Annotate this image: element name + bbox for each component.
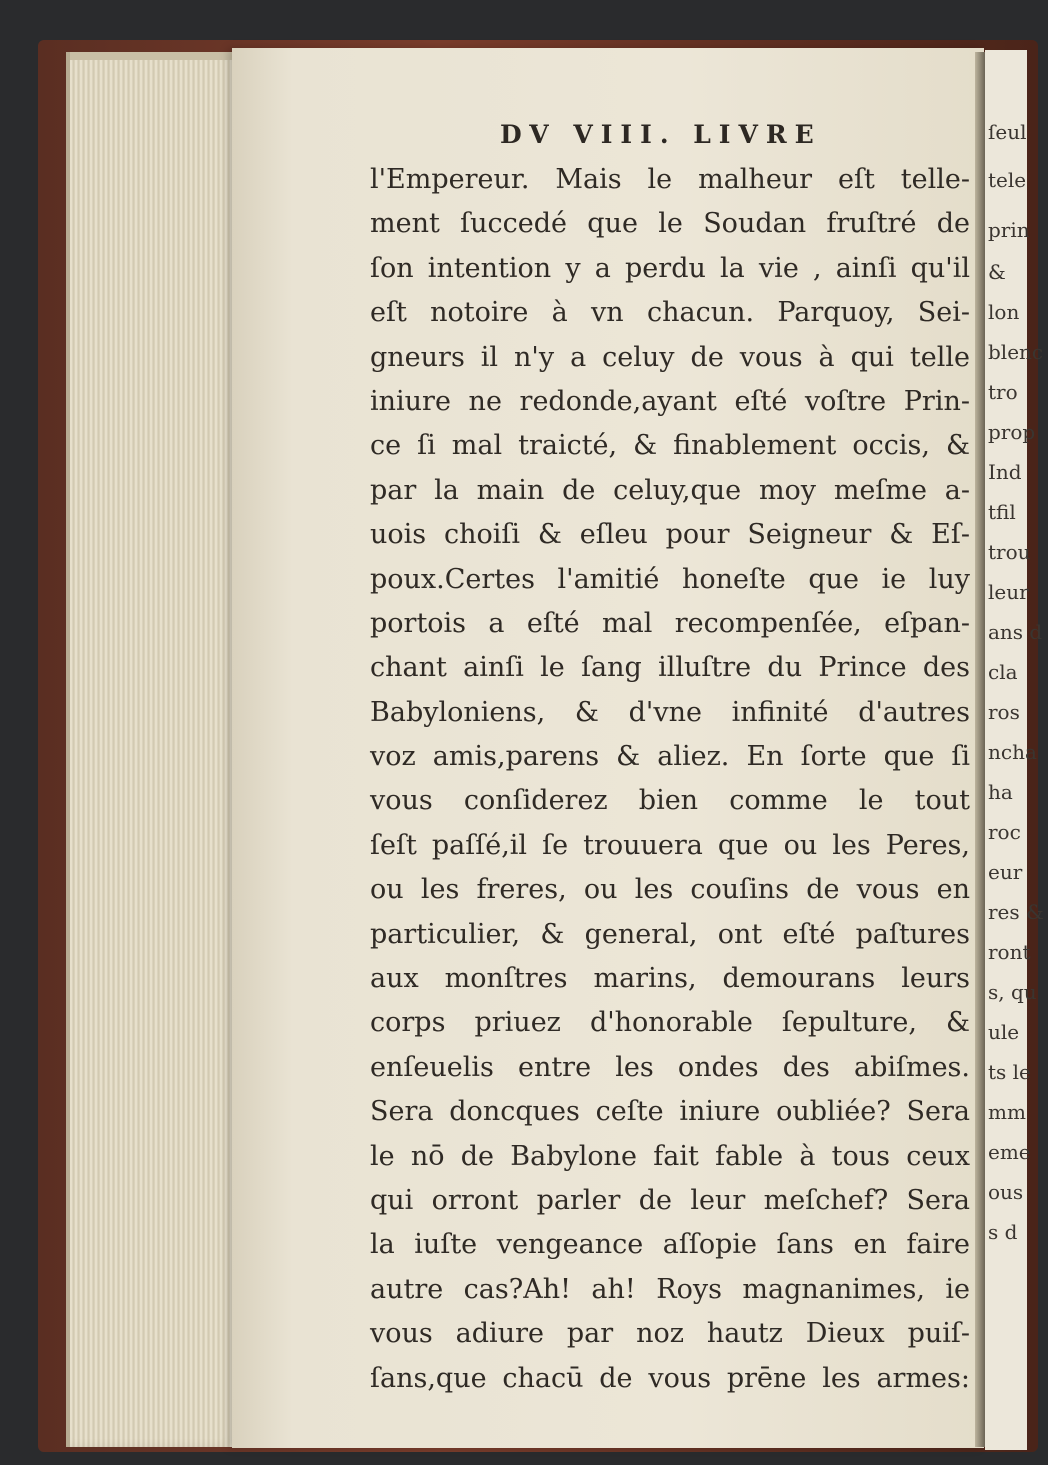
- facing-text-fragment: prop: [988, 420, 1036, 444]
- text-line: ou les freres, ou les couſins de vous en: [370, 874, 970, 906]
- facing-text-fragment: roc: [988, 820, 1021, 844]
- facing-text-fragment: tro: [988, 380, 1018, 404]
- text-line: la iuſte vengeance aſſopie ſans en faire: [370, 1229, 970, 1261]
- text-line: enſeuelis entre les ondes des abiſmes.: [370, 1051, 970, 1083]
- text-line: portois a eſté mal recompenſée, eſpan-: [370, 607, 970, 639]
- page-edge-top: [70, 52, 242, 60]
- text-line: particulier, & general, ont eſté paſtures: [370, 918, 970, 950]
- text-line: Babyloniens, & d'vne infinité d'autres: [370, 696, 970, 728]
- text-line: vous adiure par noz hautz Dieux puiſ-: [370, 1318, 970, 1350]
- facing-text-fragment: trou: [988, 540, 1031, 564]
- text-line: voz amis,parens & aliez. En ſorte que ſi: [370, 741, 970, 773]
- facing-text-fragment: leur: [988, 580, 1029, 604]
- book-gutter: [975, 52, 985, 1447]
- facing-text-fragment: ncha: [988, 740, 1037, 764]
- text-line: gneurs il n'y a celuy de vous à qui telle: [370, 341, 970, 373]
- facing-text-fragment: ros: [988, 700, 1020, 724]
- text-line: ment ſuccedé que le Soudan fruſtré de: [370, 208, 970, 240]
- facing-text-fragment: s, qu: [988, 980, 1037, 1004]
- text-line: eſt notoire à vn chacun. Parquoy, Sei-: [370, 297, 970, 329]
- facing-text-fragment: s d: [988, 1220, 1018, 1244]
- text-line: corps priuez d'honorable ſepulture, &: [370, 1007, 970, 1039]
- facing-text-fragment: ha: [988, 780, 1013, 804]
- facing-text-fragment: tele: [988, 168, 1027, 192]
- page-edges: [66, 52, 242, 1447]
- text-line: ſon intention y a perdu la vie , ainſi qu'il: [370, 252, 970, 284]
- facing-text-fragment: ſeul: [988, 120, 1027, 144]
- facing-text-fragment: Ind: [988, 460, 1022, 484]
- text-line: qui orront parler de leur meſchef? Sera: [370, 1184, 970, 1216]
- facing-text-fragment: lon: [988, 300, 1020, 324]
- text-line: ce ſi mal traiсté, & finablement occis, &: [370, 430, 970, 462]
- text-line: ſans,que chacū de vous prēne les armes:: [370, 1362, 970, 1394]
- text-line: par la main de celuy,que moy meſme a-: [370, 474, 970, 506]
- facing-text-fragment: ts le: [988, 1060, 1031, 1084]
- text-line: autre cas?Ah! ah! Roys magnanimes, ie: [370, 1273, 970, 1305]
- text-line: iniure ne redonde,ayant eſté voſtre Prin-: [370, 385, 970, 417]
- facing-text-fragment: mm: [988, 1100, 1026, 1124]
- facing-text-fragment: cla: [988, 660, 1018, 684]
- facing-text-fragment: &: [988, 260, 1006, 284]
- facing-text-fragment: blenc: [988, 340, 1044, 364]
- text-line: aux monſtres marins, demourans leurs: [370, 963, 970, 995]
- facing-text-fragment: tfil: [988, 500, 1016, 524]
- text-line: poux.Certes l'amitié honeſte que ie luy: [370, 563, 970, 595]
- facing-text-fragment: ront: [988, 940, 1031, 964]
- text-line: ſeſt paſſé,il ſe trouuera que ou les Peres,: [370, 829, 970, 861]
- text-line: Sera doncques ceſte iniure oubliée? Sera: [370, 1096, 970, 1128]
- text-line: l'Empereur. Mais le malheur eſt telle-: [370, 164, 970, 195]
- text-line: chant ainſi le ſang illuſtre du Prince des: [370, 652, 970, 684]
- text-line: le nō de Babylone fait fable à tous ceux: [370, 1140, 970, 1172]
- text-line: uois choiſi & eſleu pour Seigneur & Eſ-: [370, 519, 970, 551]
- page-text: [370, 158, 970, 1401]
- facing-page: [985, 50, 1044, 1450]
- facing-text-fragment: eur: [988, 860, 1023, 884]
- facing-text-fragment: eme: [988, 1140, 1031, 1164]
- running-head: DV VIII. LIVRE: [500, 120, 822, 149]
- facing-text-fragment: res &: [988, 900, 1044, 924]
- facing-text-fragment: prin: [988, 218, 1030, 242]
- facing-text-fragment: ans d: [988, 620, 1043, 644]
- text-line: vous conſiderez bien comme le tout: [370, 785, 970, 817]
- facing-text-fragment: ule: [988, 1020, 1020, 1044]
- facing-text-fragment: ous: [988, 1180, 1024, 1204]
